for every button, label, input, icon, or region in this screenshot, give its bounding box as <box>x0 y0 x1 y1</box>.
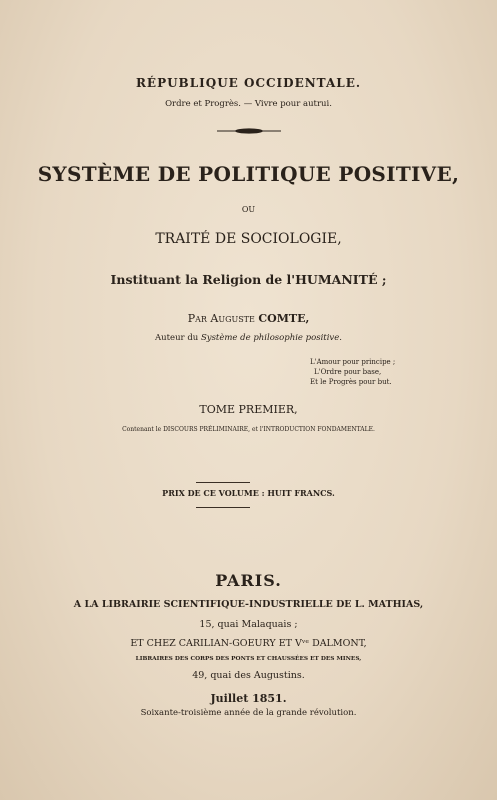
epigraph <box>310 357 395 387</box>
title-conjunction: OU <box>241 205 256 214</box>
publisher-line-3: LIBRAIRES DES CORPS DES PONTS ET CHAUSSÉES ET DES MINES, <box>135 656 362 662</box>
epigraph-line: Et le Progrès pour but. <box>310 378 392 386</box>
author-credential <box>0 333 497 343</box>
main-title: SYSTÈME DE POLITIQUE POSITIVE, <box>37 162 460 186</box>
epigraph-line: L'Amour pour principe ; <box>310 358 396 366</box>
tome-heading: TOME PREMIER, <box>199 403 298 416</box>
author-by: Par Auguste <box>187 312 255 325</box>
motto: Ordre et Progrès. — Vivre pour autrui. <box>165 99 332 109</box>
credential-work: Système de philosophie positive. <box>200 333 342 343</box>
republic-heading: RÉPUBLIQUE OCCIDENTALE. <box>135 76 362 90</box>
volume-contents: Contenant le DISCOURS PRÉLIMINAIRE, et l'INTRODUCTION FONDAMENTALE. <box>122 426 375 433</box>
publication-date: Juillet 1851. <box>210 692 287 705</box>
publisher-line-1: A LA LIBRAIRIE SCIENTIFIQUE-INDUSTRIELLE DE L. MATHIAS, <box>73 599 424 610</box>
city: PARIS. <box>215 571 282 590</box>
price-rule-top <box>196 482 250 483</box>
credential-prefix: Auteur du <box>155 333 199 343</box>
ornament-divider-icon <box>217 126 281 136</box>
author-line <box>0 312 497 325</box>
instituting-line: Instituant la Religion de l'HUMANITÉ ; <box>110 272 387 287</box>
publisher-line-2: ET CHEZ CARILIAN-GOEURY ET Vᵛᵉ DALMONT, <box>130 638 367 649</box>
publisher-address-1: 15, quai Malaquais ; <box>199 619 298 630</box>
author-name: COMTE, <box>258 312 310 325</box>
epigraph-line: L'Ordre pour base, <box>314 368 382 376</box>
publisher-address-2: 49, quai des Augustins. <box>192 670 305 681</box>
price-line: PRIX DE CE VOLUME : HUIT FRANCS. <box>162 488 335 498</box>
price-rule-bottom <box>196 507 250 508</box>
subtitle: TRAITÉ DE SOCIOLOGIE, <box>155 231 342 247</box>
revolutionary-year: Soixante-troisième année de la grande révolution. <box>140 708 357 718</box>
